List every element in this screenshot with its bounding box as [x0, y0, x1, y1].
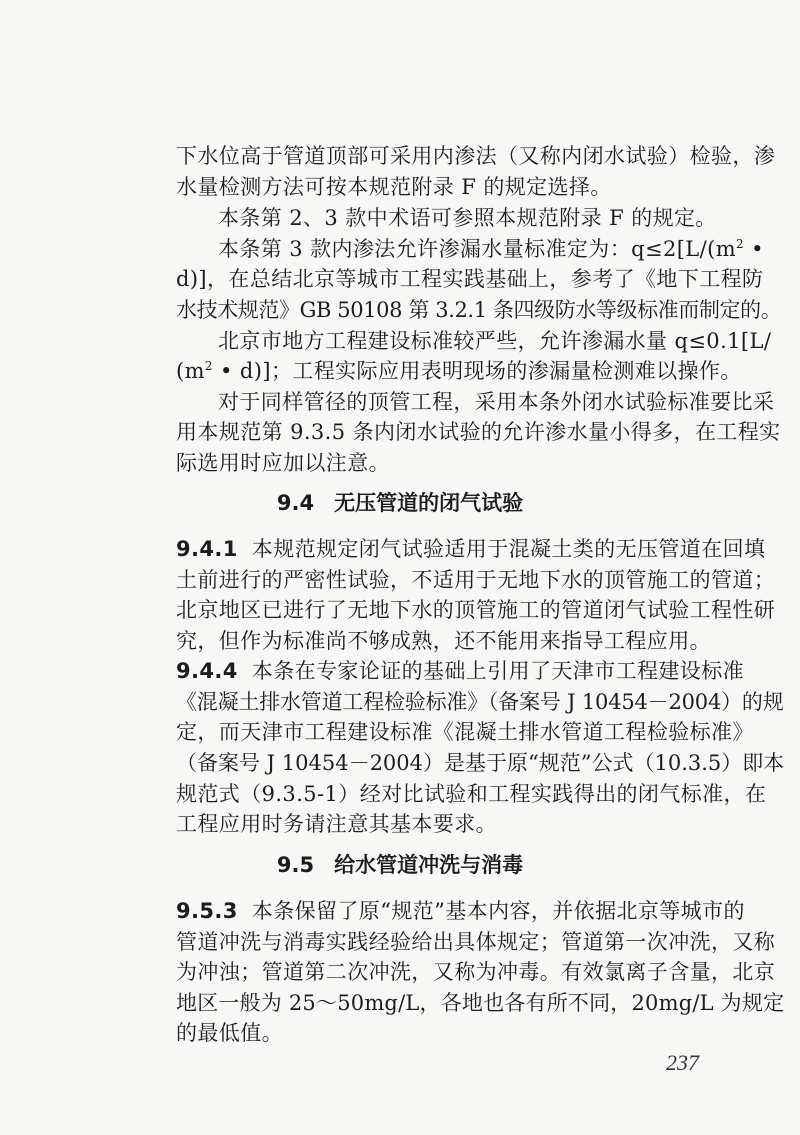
paragraph-line: 水技术规范》GB 50108 第 3.2.1 条四级防水等级标准而制定的。: [176, 298, 782, 322]
paragraph-line: 本条第 2、3 款中术语可参照本规范附录 F 的规定。: [218, 206, 717, 230]
clause-number: 9.5.3: [176, 899, 238, 923]
section-heading: [0, 852, 800, 878]
paragraph-line: 际选用时应加以注意。: [176, 451, 390, 475]
clause-line: [176, 536, 765, 562]
paragraph-line: [176, 358, 742, 384]
paragraph-line: 对于同样管径的顶管工程，采用本条外闭水试验标准要比采: [218, 390, 775, 414]
text-fragment: 本规范规定闭气试验适用于混凝土类的无压管道在回填: [251, 537, 766, 561]
paragraph-line: 为冲浊；管道第二次冲洗，又称为冲毒。有效氯离子含量，北京: [176, 960, 776, 984]
text-fragment: 本条在专家论证的基础上引用了天津市工程建设标准: [251, 659, 744, 683]
clause-line: [176, 658, 744, 684]
section-number: 9.4: [276, 491, 315, 515]
paragraph-line: 规范式（9.3.5-1）经对比试验和工程实践得出的闭气标准，在: [176, 782, 767, 806]
paragraph-line: 地区一般为 25～50mg/L，各地也各有所不同，20mg/L 为规定: [176, 991, 785, 1015]
paragraph-line: 北京市地方工程建设标准较严些，允许渗漏水量 q≤0.1[L/: [218, 329, 772, 353]
paragraph-line: 管道冲洗与消毒实践经验给出具体规定；管道第一次冲洗，又称: [176, 930, 776, 954]
paragraph-line: d)]，在总结北京等城市工程实践基础上，参考了《地下工程防: [176, 267, 764, 291]
clause-line: [176, 898, 745, 924]
section-title: 给水管道冲洗与消毒: [334, 853, 524, 877]
paragraph-line: 北京地区已进行了无地下水的顶管施工的管道闭气试验工程性研: [176, 598, 776, 622]
clause-number: 9.4.1: [176, 537, 238, 561]
text-fragment: 本条保留了原“规范”基本内容，并依据北京等城市的: [251, 899, 745, 923]
text-fragment: •: [744, 237, 764, 261]
paragraph-line: 的最低值。: [176, 1021, 283, 1045]
paragraph-line: 工程应用时务请注意其基本要求。: [176, 812, 497, 836]
paragraph-line: 定，而天津市工程建设标准《混凝土排水管道工程检验标准》: [176, 720, 754, 744]
clause-number: 9.4.4: [176, 659, 238, 683]
text-fragment: 本条第 3 款内渗法允许渗漏水量标准定为：q≤2[L/(m: [218, 237, 737, 261]
text-fragment: • d)]；工程实际应用表明现场的渗漏量检测难以操作。: [212, 359, 742, 383]
paragraph-line: 用本规范第 9.3.5 条内闭水试验的允许渗水量小得多，在工程实: [176, 420, 781, 444]
paragraph-line: 水量检测方法可按本规范附录 F 的规定选择。: [176, 175, 612, 199]
page-number: 237: [666, 1050, 699, 1075]
superscript: 2: [736, 237, 745, 251]
text-fragment: (m: [176, 359, 205, 383]
paragraph-line: 土前进行的严密性试验，不适用于无地下水的顶管施工的管道；: [176, 568, 776, 592]
superscript: 2: [204, 359, 213, 373]
paragraph-line: 下水位高于管道顶部可采用内渗法（又称内闭水试验）检验，渗: [176, 144, 776, 168]
paragraph-line: 《混凝土排水管道工程检验标准》（备案号 J 10454－2004）的规: [176, 690, 784, 714]
section-heading: [0, 490, 800, 516]
section-title: 无压管道的闭气试验: [334, 491, 524, 515]
paragraph-line: （备案号 J 10454－2004）是基于原“规范”公式（10.3.5）即本: [176, 751, 785, 775]
paragraph-line: [218, 236, 764, 262]
paragraph-line: 究，但作为标准尚不够成熟，还不能用来指导工程应用。: [176, 629, 711, 653]
section-number: 9.5: [276, 853, 315, 877]
